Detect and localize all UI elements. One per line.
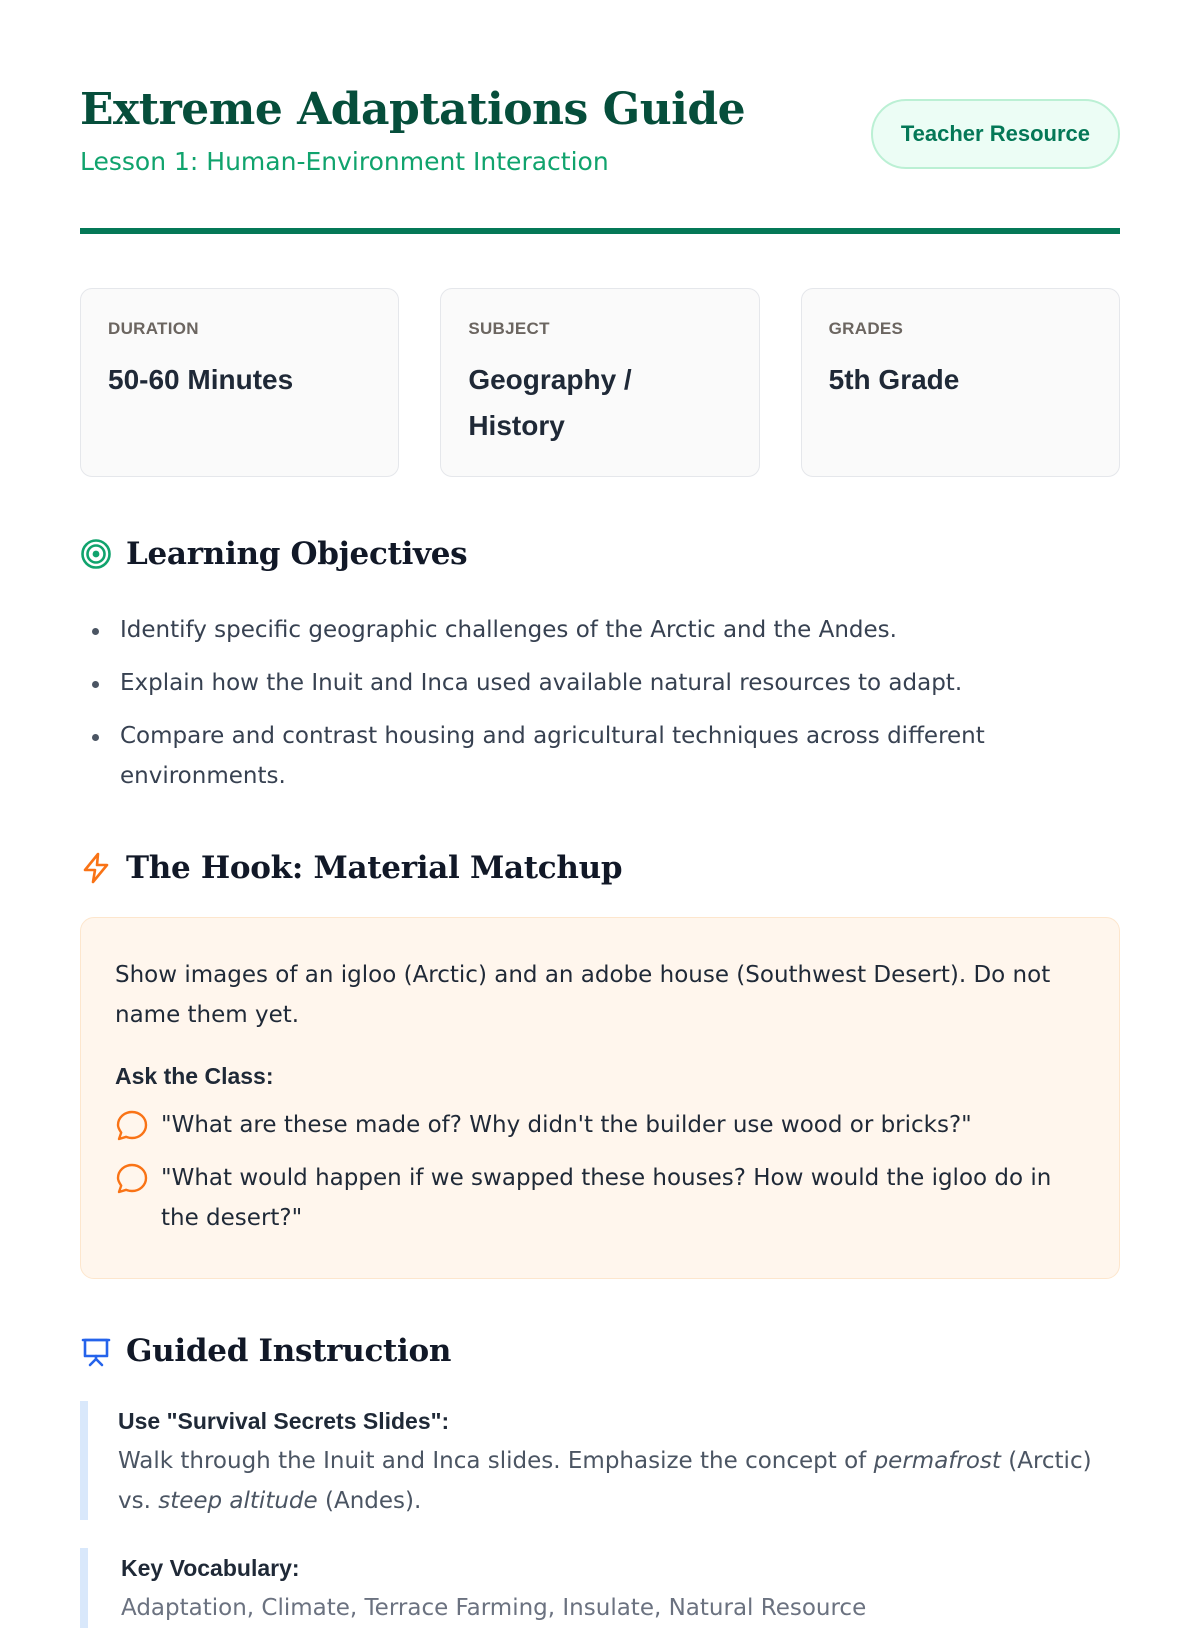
question-list (115, 1105, 1085, 1238)
info-card-value: 50-60 Minutes (108, 364, 294, 395)
ask-label: Ask the Class: (115, 1063, 274, 1089)
header-divider (80, 228, 1120, 234)
list-item (115, 1158, 1085, 1238)
slides-text-part: (Arctic) vs. (118, 1448, 1092, 1514)
info-card-value: 5th Grade (828, 364, 960, 395)
presentation-icon (80, 1335, 112, 1367)
key-vocabulary (80, 1548, 1120, 1628)
vocab-text: Adaptation, Climate, Terrace Farming, Insulate, Natural Resource (121, 1595, 867, 1621)
info-card-label: DURATION (108, 319, 199, 338)
info-card-subject (440, 288, 759, 477)
speech-bubble-icon (115, 1161, 149, 1208)
lesson-page (80, 0, 1120, 1621)
slides-title: Use "Survival Secrets Slides": (118, 1408, 450, 1434)
question-text: "What are these made of? Why didn't the builder use wood or bricks?" (161, 1112, 972, 1138)
teacher-resource-badge: Teacher Resource (871, 99, 1120, 169)
target-icon (80, 538, 112, 570)
info-card-label: SUBJECT (468, 319, 550, 338)
list-item: Explain how the Inuit and Inca used available natural resources to adapt. (80, 663, 1120, 703)
page-title: Extreme Adaptations Guide (80, 84, 746, 135)
vocab-title: Key Vocabulary: (121, 1555, 300, 1581)
list-item (115, 1105, 1085, 1145)
slides-text-part: (Andes). (317, 1488, 422, 1514)
guided-heading (80, 1333, 451, 1369)
hook-text: Show images of an igloo (Arctic) and an adobe house (Southwest Desert). Do not name them yet. (115, 962, 1051, 1028)
section-title: Guided Instruction (126, 1333, 452, 1369)
section-title: The Hook: Material Matchup (126, 850, 623, 886)
hook-callout (80, 917, 1120, 1279)
info-card-grades (801, 288, 1120, 477)
page-header (80, 82, 1120, 182)
info-card-duration (80, 288, 399, 477)
info-card-label: GRADES (828, 319, 904, 338)
section-title: Learning Objectives (126, 536, 468, 572)
emphasis-permafrost: permafrost (873, 1448, 1001, 1474)
speech-bubble-icon (115, 1108, 149, 1155)
question-text: "What would happen if we swapped these houses? How would the igloo do in the desert?" (161, 1165, 1052, 1231)
slides-text-part: Walk through the Inuit and Inca slides. Emphasize the concept of (118, 1448, 874, 1474)
info-cards (80, 288, 1120, 477)
objectives-heading (80, 536, 467, 572)
info-card-value: Geography / History (468, 364, 632, 441)
slides-instruction (80, 1401, 1120, 1520)
hook-heading (80, 850, 622, 886)
page-subtitle: Lesson 1: Human-Environment Interaction (80, 147, 609, 176)
objectives-list (80, 610, 1120, 809)
list-item: Compare and contrast housing and agricultural techniques across different environments. (80, 716, 1120, 796)
list-item: Identify specific geographic challenges of the Arctic and the Andes. (80, 610, 1120, 650)
slides-text (118, 1441, 1120, 1521)
emphasis-altitude: steep altitude (158, 1488, 318, 1514)
lightning-icon (80, 851, 112, 885)
